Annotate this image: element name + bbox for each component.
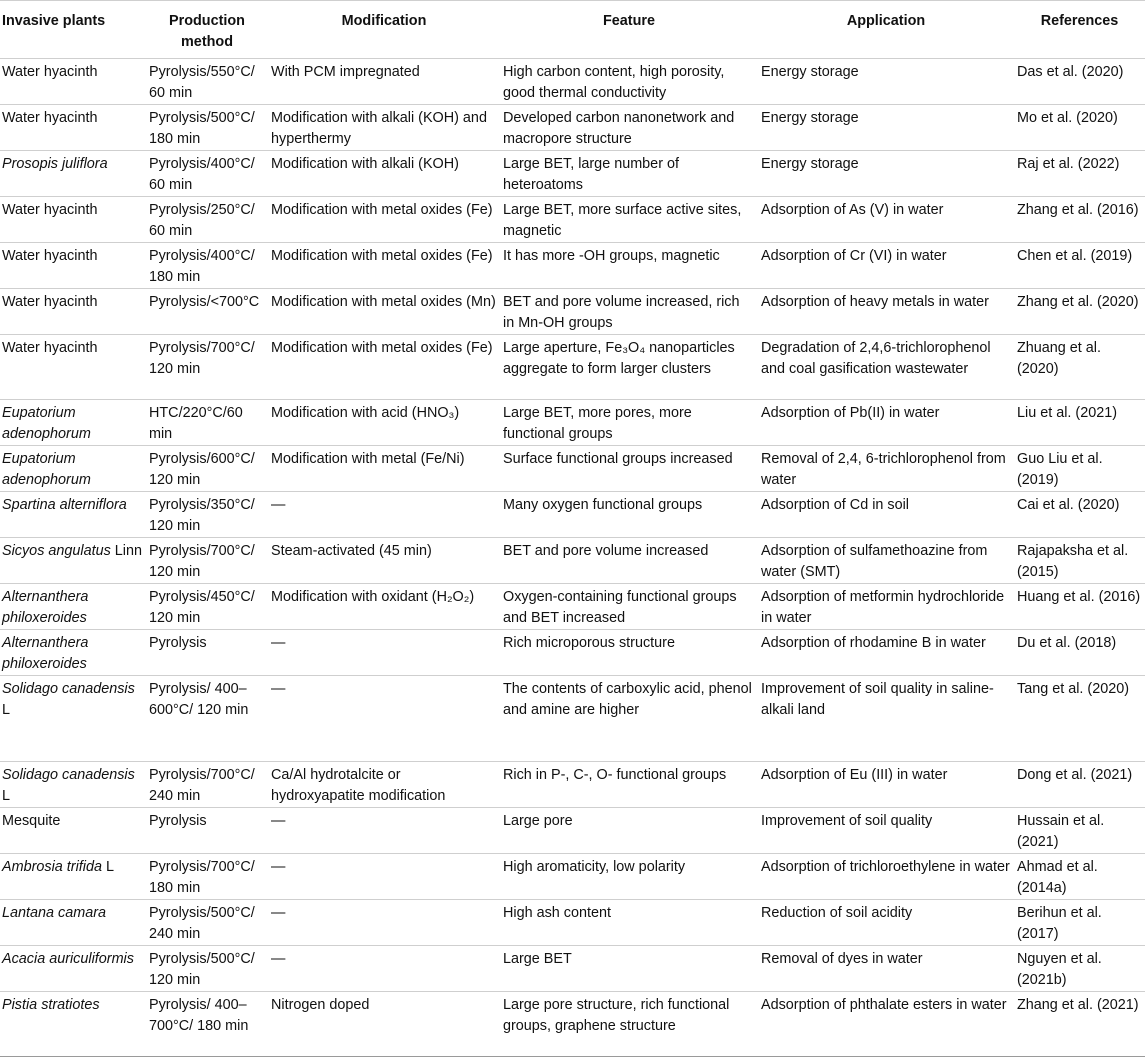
cell-references: Dong et al. (2021) — [1014, 762, 1145, 808]
cell-application: Degradation of 2,4,6-trichlorophenol and coal gasification wastewater — [758, 335, 1014, 400]
table-row — [0, 992, 1145, 1057]
cell-production-method: Pyrolysis/700°C/ 240 min — [146, 762, 268, 808]
cell-production-method: HTC/220°C/60 min — [146, 400, 268, 446]
plant-name: Water hyacinth — [2, 294, 98, 310]
plant-name-suffix: L — [2, 788, 11, 804]
cell-production-method: Pyrolysis/700°C/ 180 min — [146, 854, 268, 900]
cell-references: Nguyen et al. (2021b) — [1014, 946, 1145, 992]
cell-feature: Large aperture, Fe₃O₄ nanoparticles aggregate to form larger clusters — [500, 335, 758, 400]
table-header — [0, 1, 1145, 59]
cell-production-method: Pyrolysis/250°C/ 60 min — [146, 197, 268, 243]
cell-feature: High ash content — [500, 900, 758, 946]
table-row — [0, 900, 1145, 946]
table-row — [0, 243, 1145, 289]
cell-references: Mo et al. (2020) — [1014, 105, 1145, 151]
cell-modification: Nitrogen doped — [268, 992, 500, 1057]
cell-production-method: Pyrolysis/700°C/ 120 min — [146, 335, 268, 400]
cell-application: Adsorption of sulfamethoazine from water (SMT) — [758, 538, 1014, 584]
cell-production-method: Pyrolysis/500°C/ 180 min — [146, 105, 268, 151]
cell-application: Energy storage — [758, 105, 1014, 151]
cell-application: Adsorption of Cr (VI) in water — [758, 243, 1014, 289]
cell-feature: Large BET — [500, 946, 758, 992]
cell-feature: Large BET, large number of heteroatoms — [500, 151, 758, 197]
cell-modification: Modification with metal oxides (Mn) — [268, 289, 500, 335]
cell-invasive-plant — [0, 900, 146, 946]
cell-application: Adsorption of As (V) in water — [758, 197, 1014, 243]
cell-invasive-plant — [0, 992, 146, 1057]
table-row — [0, 289, 1145, 335]
table-row — [0, 762, 1145, 808]
cell-production-method: Pyrolysis — [146, 630, 268, 676]
cell-references: Tang et al. (2020) — [1014, 676, 1145, 762]
plant-name: Mesquite — [2, 813, 61, 829]
cell-references: Hussain et al. (2021) — [1014, 808, 1145, 854]
table-row — [0, 446, 1145, 492]
plant-name: Lantana camara — [2, 905, 107, 921]
cell-modification: — — [268, 492, 500, 538]
cell-application: Adsorption of metformin hydrochloride in water — [758, 584, 1014, 630]
cell-production-method: Pyrolysis — [146, 808, 268, 854]
cell-production-method: Pyrolysis/500°C/ 120 min — [146, 946, 268, 992]
plant-name: Solidago canadensis — [2, 681, 135, 697]
cell-references: Raj et al. (2022) — [1014, 151, 1145, 197]
cell-modification: — — [268, 854, 500, 900]
plant-name: Alternanthera philoxeroides — [2, 635, 89, 672]
cell-feature: Large BET, more pores, more functional groups — [500, 400, 758, 446]
cell-production-method: Pyrolysis/350°C/ 120 min — [146, 492, 268, 538]
plant-name: Sicyos angulatus — [2, 543, 111, 559]
cell-modification: Modification with metal oxides (Fe) — [268, 335, 500, 400]
cell-application: Adsorption of rhodamine B in water — [758, 630, 1014, 676]
table-row — [0, 105, 1145, 151]
cell-references: Chen et al. (2019) — [1014, 243, 1145, 289]
cell-production-method: Pyrolysis/550°C/ 60 min — [146, 59, 268, 105]
cell-invasive-plant — [0, 335, 146, 400]
cell-modification: Modification with alkali (KOH) and hyperthermy — [268, 105, 500, 151]
header-modification: Modification — [268, 1, 500, 59]
cell-modification: — — [268, 808, 500, 854]
cell-modification: Modification with metal (Fe/Ni) — [268, 446, 500, 492]
cell-production-method: Pyrolysis/ 400–700°C/ 180 min — [146, 992, 268, 1057]
cell-production-method: Pyrolysis/<700°C — [146, 289, 268, 335]
plant-name: Solidago canadensis — [2, 767, 135, 783]
plant-name: Prosopis juliflora — [2, 156, 108, 172]
cell-application: Improvement of soil quality in saline-alkali land — [758, 676, 1014, 762]
cell-feature: Surface functional groups increased — [500, 446, 758, 492]
cell-feature: Many oxygen functional groups — [500, 492, 758, 538]
cell-feature: High aromaticity, low polarity — [500, 854, 758, 900]
cell-modification: With PCM impregnated — [268, 59, 500, 105]
cell-feature: High carbon content, high porosity, good thermal conductivity — [500, 59, 758, 105]
cell-modification: Steam-activated (45 min) — [268, 538, 500, 584]
cell-application: Adsorption of Eu (III) in water — [758, 762, 1014, 808]
cell-invasive-plant — [0, 676, 146, 762]
plant-name: Ambrosia trifida — [2, 859, 102, 875]
cell-invasive-plant — [0, 762, 146, 808]
header-references: References — [1014, 1, 1145, 59]
plant-name: Water hyacinth — [2, 64, 98, 80]
table-row — [0, 492, 1145, 538]
cell-production-method: Pyrolysis/600°C/ 120 min — [146, 446, 268, 492]
cell-references: Guo Liu et al. (2019) — [1014, 446, 1145, 492]
cell-feature: BET and pore volume increased — [500, 538, 758, 584]
cell-references: Berihun et al. (2017) — [1014, 900, 1145, 946]
cell-references: Ahmad et al. (2014a) — [1014, 854, 1145, 900]
table-row — [0, 335, 1145, 400]
cell-modification: — — [268, 946, 500, 992]
table-row — [0, 584, 1145, 630]
cell-production-method: Pyrolysis/700°C/ 120 min — [146, 538, 268, 584]
cell-feature: Large pore — [500, 808, 758, 854]
cell-references: Rajapaksha et al. (2015) — [1014, 538, 1145, 584]
cell-production-method: Pyrolysis/400°C/ 60 min — [146, 151, 268, 197]
cell-invasive-plant — [0, 630, 146, 676]
cell-feature: Developed carbon nanonetwork and macropore structure — [500, 105, 758, 151]
cell-application: Removal of 2,4, 6-trichlorophenol from water — [758, 446, 1014, 492]
table-row — [0, 808, 1145, 854]
cell-modification: Modification with alkali (KOH) — [268, 151, 500, 197]
cell-invasive-plant — [0, 243, 146, 289]
plant-name: Pistia stratiotes — [2, 997, 100, 1013]
cell-production-method: Pyrolysis/400°C/ 180 min — [146, 243, 268, 289]
cell-references: Cai et al. (2020) — [1014, 492, 1145, 538]
plant-name: Water hyacinth — [2, 110, 98, 126]
table-body — [0, 59, 1145, 1057]
table-row — [0, 630, 1145, 676]
cell-production-method: Pyrolysis/500°C/ 240 min — [146, 900, 268, 946]
cell-modification: Modification with acid (HNO₃) — [268, 400, 500, 446]
header-invasive-plants: Invasive plants — [0, 1, 146, 59]
cell-modification: Modification with oxidant (H₂O₂) — [268, 584, 500, 630]
cell-application: Improvement of soil quality — [758, 808, 1014, 854]
plant-name: Acacia auriculiformis — [2, 951, 134, 967]
cell-references: Das et al. (2020) — [1014, 59, 1145, 105]
table-row — [0, 151, 1145, 197]
cell-feature: Rich in P-, C-, O- functional groups — [500, 762, 758, 808]
cell-invasive-plant — [0, 400, 146, 446]
cell-application: Adsorption of Pb(II) in water — [758, 400, 1014, 446]
cell-invasive-plant — [0, 946, 146, 992]
cell-invasive-plant — [0, 105, 146, 151]
header-application: Application — [758, 1, 1014, 59]
cell-feature: Oxygen-containing functional groups and BET increased — [500, 584, 758, 630]
cell-application: Removal of dyes in water — [758, 946, 1014, 992]
cell-modification: — — [268, 676, 500, 762]
cell-invasive-plant — [0, 446, 146, 492]
cell-production-method: Pyrolysis/450°C/ 120 min — [146, 584, 268, 630]
cell-invasive-plant — [0, 584, 146, 630]
table-row — [0, 538, 1145, 584]
cell-modification: Modification with metal oxides (Fe) — [268, 197, 500, 243]
cell-modification: — — [268, 900, 500, 946]
cell-invasive-plant — [0, 59, 146, 105]
cell-feature: It has more -OH groups, magnetic — [500, 243, 758, 289]
plant-name: Alternanthera philoxeroides — [2, 589, 89, 626]
cell-invasive-plant — [0, 289, 146, 335]
table-row — [0, 854, 1145, 900]
cell-feature: BET and pore volume increased, rich in Mn-OH groups — [500, 289, 758, 335]
cell-feature: Large BET, more surface active sites, magnetic — [500, 197, 758, 243]
plant-name: Water hyacinth — [2, 202, 98, 218]
cell-references: Zhang et al. (2020) — [1014, 289, 1145, 335]
header-production-method: Production method — [146, 1, 268, 59]
cell-references: Liu et al. (2021) — [1014, 400, 1145, 446]
cell-references: Du et al. (2018) — [1014, 630, 1145, 676]
plant-name: Eupatorium adenophorum — [2, 405, 91, 442]
cell-application: Reduction of soil acidity — [758, 900, 1014, 946]
cell-invasive-plant — [0, 854, 146, 900]
cell-modification: — — [268, 630, 500, 676]
cell-application: Adsorption of phthalate esters in water — [758, 992, 1014, 1057]
plant-name-suffix: L — [2, 702, 11, 718]
cell-invasive-plant — [0, 197, 146, 243]
cell-application: Adsorption of trichloroethylene in water — [758, 854, 1014, 900]
table-row — [0, 400, 1145, 446]
cell-application: Energy storage — [758, 151, 1014, 197]
header-row — [0, 1, 1145, 59]
cell-references: Zhuang et al. (2020) — [1014, 335, 1145, 400]
cell-invasive-plant — [0, 808, 146, 854]
cell-invasive-plant — [0, 492, 146, 538]
plant-name: Spartina alterniflora — [2, 497, 127, 513]
table-row — [0, 946, 1145, 992]
cell-modification: Ca/Al hydrotalcite or hydroxyapatite modification — [268, 762, 500, 808]
cell-references: Zhang et al. (2016) — [1014, 197, 1145, 243]
plant-name: Water hyacinth — [2, 340, 98, 356]
cell-application: Adsorption of heavy metals in water — [758, 289, 1014, 335]
cell-references: Zhang et al. (2021) — [1014, 992, 1145, 1057]
table-row — [0, 676, 1145, 762]
table-row — [0, 59, 1145, 105]
cell-modification: Modification with metal oxides (Fe) — [268, 243, 500, 289]
plant-name: Water hyacinth — [2, 248, 98, 264]
table-row — [0, 197, 1145, 243]
cell-application: Energy storage — [758, 59, 1014, 105]
plant-name: Eupatorium adenophorum — [2, 451, 91, 488]
plant-name-suffix: Linn — [110, 543, 143, 559]
plant-name-suffix: L — [101, 859, 114, 875]
cell-feature: Rich microporous structure — [500, 630, 758, 676]
header-feature: Feature — [500, 1, 758, 59]
cell-application: Adsorption of Cd in soil — [758, 492, 1014, 538]
cell-invasive-plant — [0, 151, 146, 197]
cell-references: Huang et al. (2016) — [1014, 584, 1145, 630]
cell-production-method: Pyrolysis/ 400–600°C/ 120 min — [146, 676, 268, 762]
cell-feature: Large pore structure, rich functional groups, graphene structure — [500, 992, 758, 1057]
cell-invasive-plant — [0, 538, 146, 584]
cell-feature: The contents of carboxylic acid, phenol and amine are higher — [500, 676, 758, 762]
